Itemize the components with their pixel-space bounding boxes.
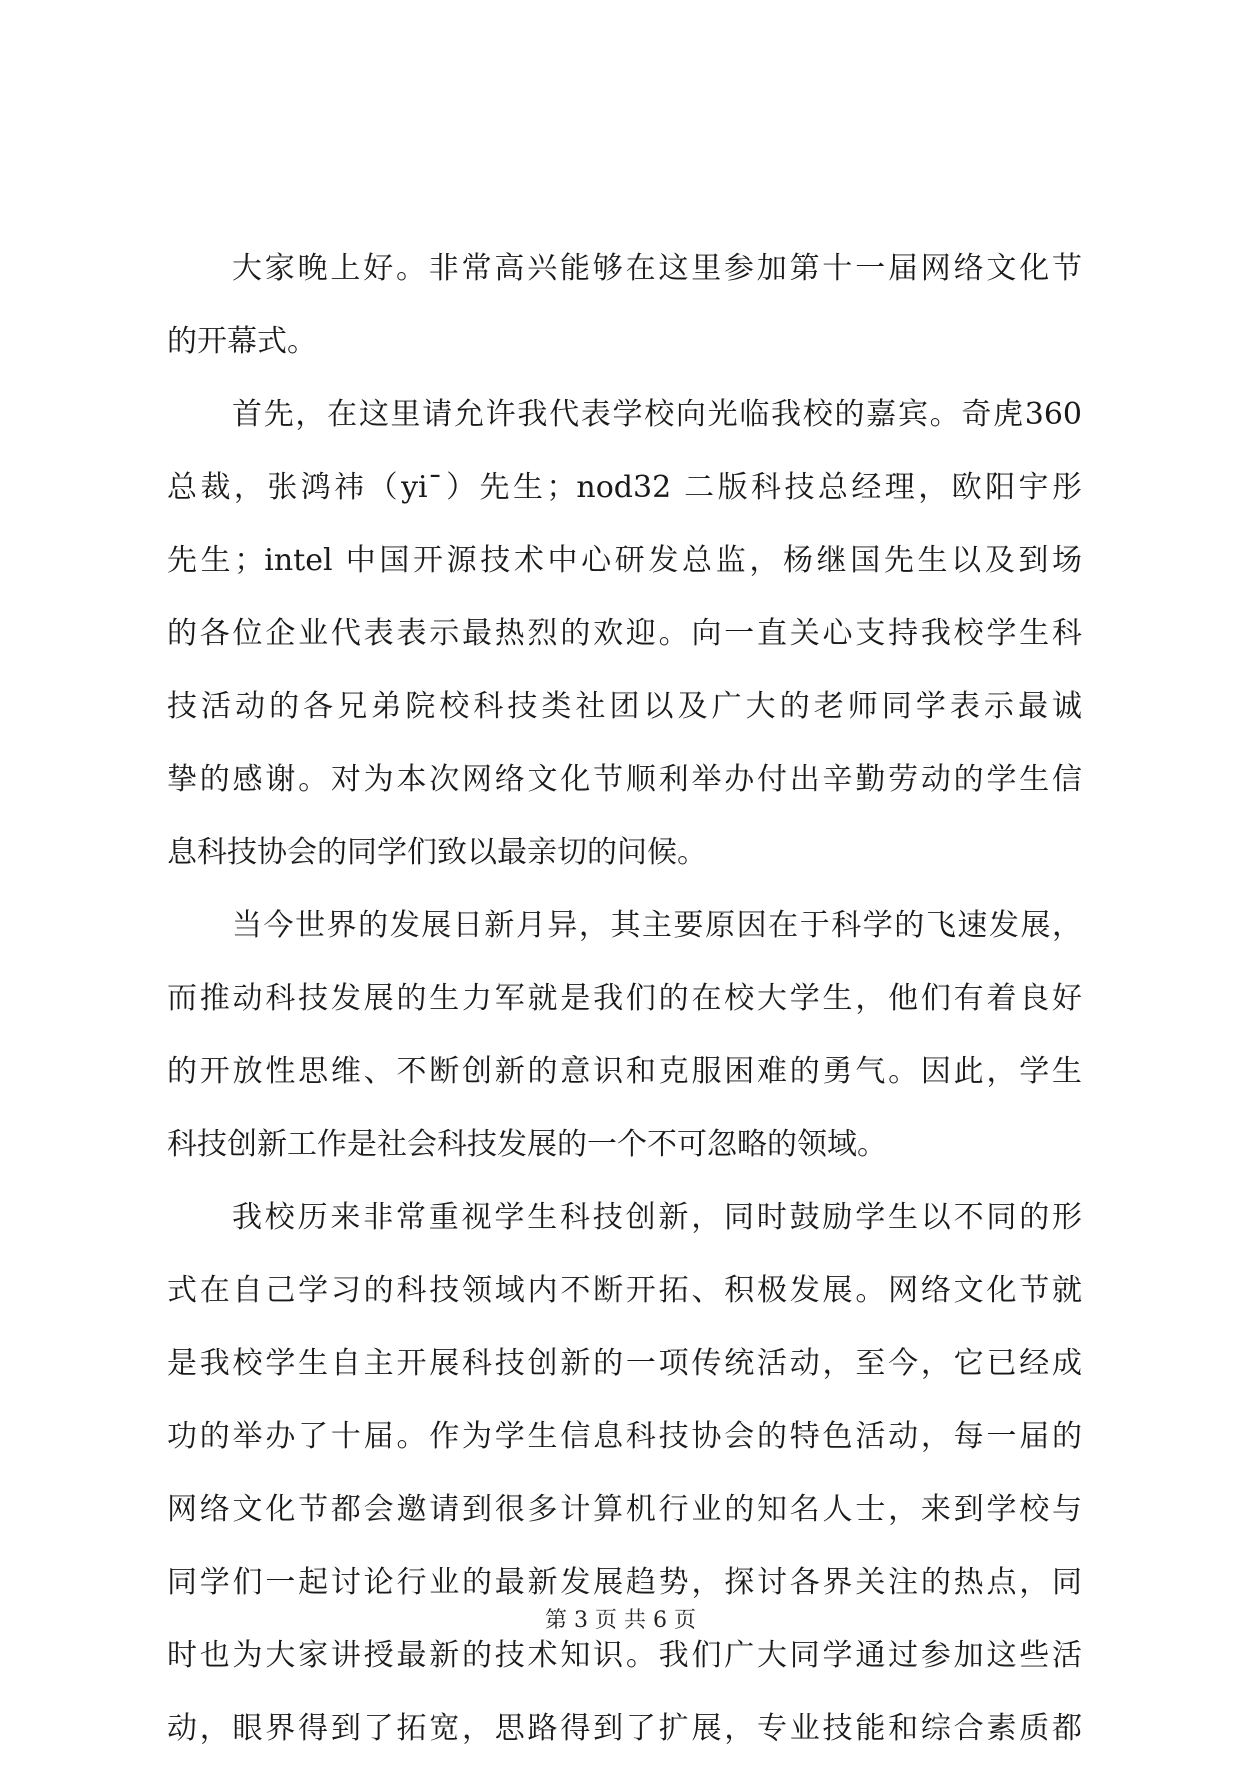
text-line: 技活动的各兄弟院校科技类社团以及广大的老师同学表示最诚 xyxy=(167,689,1082,724)
paragraph-world-development xyxy=(167,889,1082,1181)
page-number-footer: 第 3 页 共 6 页 xyxy=(545,1608,696,1633)
text-line: 科技创新工作是社会科技发展的一个不可忽略的领域。 xyxy=(167,1127,887,1162)
text-line: 而推动科技发展的生力军就是我们的在校大学生，他们有着良好 xyxy=(167,981,1082,1016)
text-line: 网络文化节都会邀请到很多计算机行业的知名人士，来到学校与 xyxy=(167,1492,1082,1527)
text-line: 同学们一起讨论行业的最新发展趋势，探讨各界关注的热点，同 xyxy=(167,1565,1082,1600)
text-line: 先生；intel 中国开源技术中心研发总监，杨继国先生以及到场 xyxy=(167,543,1082,578)
text-line: 总裁，张鸿祎（yi¯）先生；nod32 二版科技总经理，欧阳宇彤 xyxy=(167,470,1082,505)
text-line: 的各位企业代表表示最热烈的欢迎。向一直关心支持我校学生科 xyxy=(167,616,1082,651)
text-line: 当今世界的发展日新月异，其主要原因在于科学的飞速发展， xyxy=(232,908,1082,943)
text-line: 挚的感谢。对为本次网络文化节顺利举办付出辛勤劳动的学生信 xyxy=(167,762,1082,797)
text-line: 是我校学生自主开展科技创新的一项传统活动，至今，它已经成 xyxy=(167,1346,1082,1381)
paragraph-greeting xyxy=(167,232,1082,378)
paragraph-school-innovation xyxy=(167,1181,1082,1765)
text-line: 功的举办了十届。作为学生信息科技协会的特色活动，每一届的 xyxy=(167,1419,1082,1454)
text-line: 我校历来非常重视学生科技创新，同时鼓励学生以不同的形 xyxy=(232,1200,1082,1235)
document-body xyxy=(167,232,1082,1765)
text-line: 动，眼界得到了拓宽，思路得到了扩展，专业技能和综合素质都 xyxy=(167,1711,1082,1746)
text-line: 首先，在这里请允许我代表学校向光临我校的嘉宾。奇虎360 xyxy=(232,397,1082,432)
paragraph-welcome xyxy=(167,378,1082,889)
text-line: 式在自己学习的科技领域内不断开拓、积极发展。网络文化节就 xyxy=(167,1273,1082,1308)
text-line: 大家晚上好。非常高兴能够在这里参加第十一届网络文化节 xyxy=(232,251,1082,286)
text-line: 息科技协会的同学们致以最亲切的问候。 xyxy=(167,835,707,870)
text-line: 的开幕式。 xyxy=(167,324,317,359)
text-line: 时也为大家讲授最新的技术知识。我们广大同学通过参加这些活 xyxy=(167,1638,1082,1673)
text-line: 的开放性思维、不断创新的意识和克服困难的勇气。因此，学生 xyxy=(167,1054,1082,1089)
